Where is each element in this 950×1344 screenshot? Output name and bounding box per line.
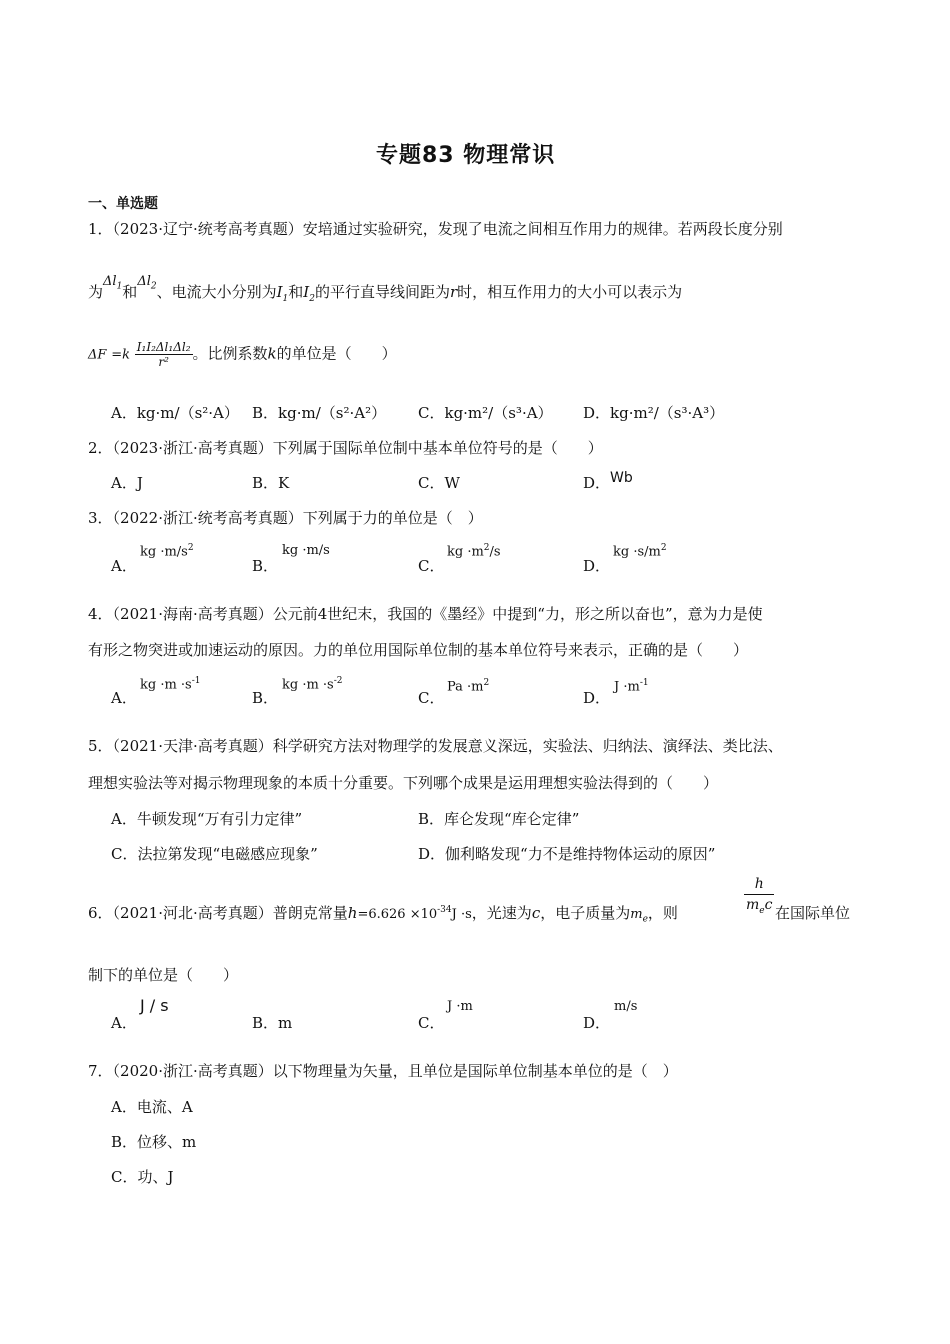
question-5-line-2: 理想实验法等对揭示物理现象的本质十分重要。下列哪个成果是运用理想实验法得到的（ ）: [88, 774, 719, 792]
option-d[interactable]: [583, 472, 633, 493]
option-a-value[interactable]: [140, 543, 194, 559]
option-a-value[interactable]: J / s: [140, 996, 169, 1015]
question-number: 7．: [88, 1062, 113, 1080]
option-d-label[interactable]: D．: [583, 557, 611, 575]
question-number: 2．: [88, 439, 113, 457]
option-c[interactable]: C．W: [418, 474, 460, 492]
option-c[interactable]: C．法拉第发现“电磁感应现象”: [111, 845, 318, 863]
question-text: 下列属于力的单位是（ ）: [302, 509, 483, 527]
question-6-line-2: 制下的单位是（ ）: [88, 966, 239, 984]
option-a[interactable]: A．电流、A: [111, 1098, 193, 1116]
question-4-line-2: 有形之物突进或加速运动的原因。力的单位用国际单位制的基本单位符号来表示，正确的是（ ）: [88, 641, 749, 659]
page-title: 专题83 物理常识: [376, 143, 556, 168]
fraction-numerator: h: [744, 874, 774, 895]
subscript: 2: [150, 281, 157, 292]
option-d-value[interactable]: [613, 543, 667, 559]
question-text: 下列属于国际单位制中基本单位符号的是（ ）: [272, 439, 603, 457]
text: 和: [122, 283, 138, 301]
question-source: （2020·浙江·高考真题）: [112, 1062, 273, 1080]
superscript: 2: [483, 678, 490, 688]
question-source: （2021·海南·高考真题）: [112, 605, 273, 623]
math: I: [276, 283, 283, 301]
superscript: -2: [333, 676, 343, 686]
subscript: 1: [282, 294, 289, 304]
option-d[interactable]: D．伽利略发现“力不是维持物体运动的原因”: [418, 845, 716, 863]
superscript: -34: [437, 905, 452, 915]
math-dl1: [103, 274, 123, 292]
question-text: 科学研究方法对物理学的发展意义深远，实验法、归纳法、演绎法、类比法、: [272, 737, 783, 755]
option-b[interactable]: B．库仑发现“库仑定律”: [418, 810, 580, 828]
question-5-line-1: [88, 735, 783, 756]
option-d-label[interactable]: D．: [583, 1014, 611, 1032]
option-label: D．: [583, 474, 611, 492]
question-number: 4．: [88, 605, 113, 623]
subscript: e: [759, 905, 765, 916]
option-d-value[interactable]: m/s: [614, 999, 638, 1014]
question-source: （2023·辽宁·统考高考真题）: [112, 220, 303, 238]
formula-lhs: ΔF: [88, 347, 107, 363]
question-6-line-1: [88, 902, 678, 925]
unit: J ·m: [614, 679, 640, 695]
question-text: 安培通过实验研究，发现了电流之间相互作用力的规律。若两段长度分别: [302, 220, 783, 238]
option-a[interactable]: A．kg·m/（s²·A）: [111, 404, 239, 422]
math: m: [630, 907, 643, 922]
question-source: （2021·天津·高考真题）: [112, 737, 273, 755]
question-3: [88, 507, 483, 528]
question-text: 以下物理量为矢量，且单位是国际单位制基本单位的是（ ）: [272, 1062, 678, 1080]
option-c-label[interactable]: C．: [418, 689, 445, 707]
question-source: （2021·河北·高考真题）: [112, 904, 273, 922]
option-a-label[interactable]: A．: [111, 557, 137, 575]
option-a-label[interactable]: A．: [111, 689, 137, 707]
text: 普朗克常量: [272, 904, 348, 922]
option-c-label[interactable]: C．: [418, 1014, 445, 1032]
option-b[interactable]: B．m: [252, 1014, 293, 1032]
option-c[interactable]: C．功、J: [111, 1168, 174, 1186]
unit: kg ·m/s: [140, 544, 188, 560]
math: Δl: [103, 274, 117, 289]
question-4-line-1: [88, 603, 763, 624]
option-a[interactable]: A．J: [111, 474, 143, 492]
text: 和: [288, 283, 304, 301]
math: I: [303, 283, 310, 301]
option-b[interactable]: B．kg·m/（s²·A²）: [252, 404, 387, 422]
fraction-denominator: r²: [158, 355, 169, 369]
question-6-line-1-end: 在国际单位: [775, 904, 851, 922]
math: c: [764, 897, 773, 913]
question-7: [88, 1060, 678, 1081]
formula-eq: =: [111, 347, 123, 363]
math-dl2: [137, 274, 157, 292]
fraction-numerator: I₁I₂Δl₁Δl₂: [136, 340, 191, 354]
math-i2: [303, 283, 315, 304]
math: Δl: [137, 274, 151, 289]
text: 时，相互作用力的大小可以表示为: [457, 283, 683, 301]
subscript: 2: [309, 294, 315, 304]
option-c-value[interactable]: [447, 678, 489, 694]
formula-fraction: [135, 340, 193, 369]
option-b-value[interactable]: [282, 676, 343, 692]
unit: kg ·m: [447, 544, 484, 560]
question-source: （2023·浙江·高考真题）: [112, 439, 273, 457]
question-number: 6．: [88, 904, 113, 922]
superscript: -1: [639, 678, 649, 688]
formula-k: k: [122, 347, 130, 363]
option-b-label[interactable]: B．: [252, 557, 279, 575]
question-number: 3．: [88, 509, 113, 527]
fraction-denominator: [744, 895, 774, 921]
option-value: Wb: [610, 470, 633, 486]
option-b-value[interactable]: kg ·m/s: [282, 543, 330, 558]
text: 、电流大小分别为: [156, 283, 277, 301]
question-text: 公元前4世纪末，我国的《墨经》中提到“力，形之所以奋也”，意为力是使: [272, 605, 763, 623]
text: ，则: [647, 904, 678, 922]
math-value: =6.626 ×10: [357, 907, 438, 922]
unit: /s: [489, 544, 501, 560]
math-i1: [276, 283, 289, 304]
subscript: e: [642, 914, 648, 925]
subscript: 1: [116, 281, 123, 292]
text: 为: [88, 283, 104, 301]
unit: Pa ·m: [447, 679, 484, 695]
unit: kg ·m ·s: [140, 677, 192, 693]
superscript: 2: [483, 543, 490, 553]
text: 。比例系数: [192, 344, 268, 363]
question-1-line-1: [88, 218, 783, 239]
question-1-line-3: [88, 340, 397, 369]
option-b-label[interactable]: B．: [252, 689, 279, 707]
unit: kg ·m ·s: [282, 677, 334, 693]
option-d-value[interactable]: [614, 678, 649, 694]
math-h: h: [347, 904, 358, 922]
text: ，电子质量为: [540, 904, 631, 922]
option-c-value[interactable]: J ·m: [447, 999, 473, 1014]
option-d-label[interactable]: D．: [583, 689, 611, 707]
option-a-label[interactable]: A．: [111, 1014, 137, 1032]
option-c[interactable]: C．kg·m²/（s³·A）: [418, 404, 553, 422]
text: 的平行直导线间距为: [314, 283, 450, 301]
superscript: 2: [187, 543, 194, 553]
question-number: 1．: [88, 220, 113, 238]
section-heading: 一、单选题: [88, 196, 158, 212]
math-me: [630, 907, 648, 925]
option-a-value[interactable]: [140, 676, 201, 692]
option-d[interactable]: D．kg·m²/（s³·A³）: [583, 404, 725, 422]
option-a[interactable]: A．牛顿发现“万有引力定律”: [111, 810, 303, 828]
math-r: r: [449, 283, 458, 301]
option-c-value[interactable]: [447, 543, 501, 559]
superscript: 2: [660, 543, 667, 553]
text: 的单位是（ ）: [276, 344, 397, 363]
unit: J ·s: [451, 907, 472, 922]
question-2: [88, 437, 603, 458]
text: ，光速为: [471, 904, 532, 922]
option-c-label[interactable]: C．: [418, 557, 445, 575]
math-c: c: [531, 904, 541, 922]
question-1-line-2: [88, 274, 683, 304]
unit: kg ·s/m: [613, 544, 661, 560]
superscript: -1: [191, 676, 201, 686]
option-b[interactable]: B．位移、m: [111, 1133, 197, 1151]
formula-h-over-mec: [744, 874, 774, 921]
question-source: （2022·浙江·统考高考真题）: [112, 509, 303, 527]
question-number: 5．: [88, 737, 113, 755]
math: m: [746, 897, 760, 913]
math-k: k: [267, 344, 277, 363]
option-b[interactable]: B．K: [252, 474, 290, 492]
